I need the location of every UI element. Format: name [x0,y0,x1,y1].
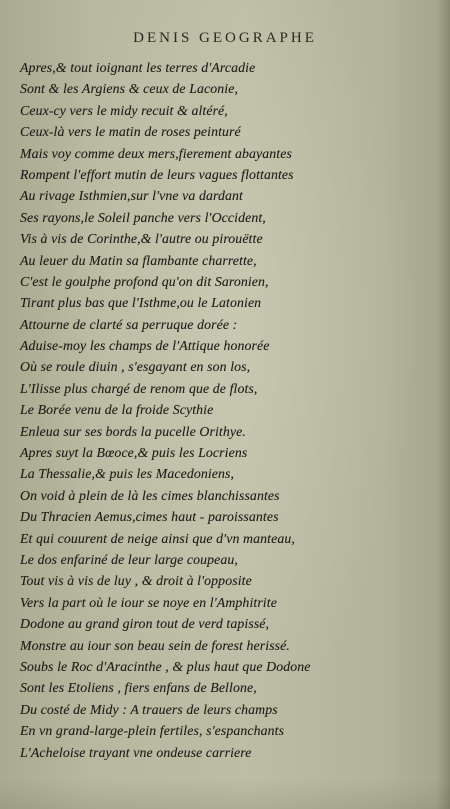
verse-line: Du costé de Midy : A trauers de leurs champs [20,702,278,718]
verse-line: Au leuer du Matin sa flambante charrette, [20,253,257,269]
verse-line: Dodone au grand giron tout de verd tapissé, [20,617,270,633]
verse-line: Sont les Etoliens , fiers enfans de Bellone, [20,681,257,697]
verse-line: Enleua sur ses bords la pucelle Orithye. [20,424,246,440]
verse-line: Où se roule diuin , s'esgayant en son los, [20,360,251,376]
verse-line: Au rivage Isthmien,sur l'vne va dardant [20,189,243,205]
verse-line: Ceux-là vers le matin de roses peinturé [20,125,241,141]
verse-line: Ses rayons,le Soleil panche vers l'Occident, [20,210,266,226]
verse-line: Mais voy comme deux mers,fierement abayantes [20,146,292,162]
verse-line: C'est le goulphe profond qu'on dit Saronien, [20,274,269,290]
verse-line: Aduise-moy les champs de l'Attique honorée [20,339,270,355]
verse-line: Vers la part où le iour se noye en l'Amphitrite [20,595,277,611]
verse-line: La Thessalie,& puis les Macedoniens, [20,467,235,483]
verse-line: Monstre au iour son beau sein de forest herissé. [20,638,290,654]
verse-line: Du Thracien Aemus,cimes haut - paroissantes [20,510,279,526]
page-edge-shadow [436,0,450,809]
verse-line: L'Ilisse plus chargé de renom que de flots, [20,381,258,397]
running-head: DENIS GEOGRAPHE [133,30,317,46]
page-bottom-shade [0,779,450,809]
verse-line: Apres,& tout ioignant les terres d'Arcadie [20,61,256,76]
verse-line: Ceux-cy vers le midy recuit & altéré, [20,103,228,119]
verse-line: Apres suyt la Bœoce,& puis les Locriens [20,446,248,462]
verse-line: Le Borée venu de la froide Scythie [20,403,214,419]
verse-line: Attourne de clarté sa perruque dorée : [20,317,238,333]
verse-line: Tirant plus bas que l'Isthme,ou le Latonien [20,296,262,312]
verse-line: Rompent l'effort mutin de leurs vagues flottantes [20,167,294,183]
verse-line: L'Acheloise trayant vne ondeuse carriere [20,745,252,761]
verse-line: Et qui couurent de neige ainsi que d'vn manteau, [20,531,295,547]
verse-line: Tout vis à vis de luy , & droit à l'opposite [20,574,252,590]
verse-line: Soubs le Roc d'Aracinthe , & plus haut que Dodone [20,659,311,675]
verse-block [20,58,430,761]
verse-line: On void à plein de là les cimes blanchissantes [20,488,280,504]
verse-line: Vis à vis de Corinthe,& l'autre ou pirouëtte [20,232,263,248]
verse-line: En vn grand-large-plein fertiles, s'espanchants [20,724,285,740]
verse-line: Sont & les Argiens & ceux de Laconie, [20,82,239,98]
verse-line: Le dos enfariné de leur large coupeau, [20,552,238,568]
